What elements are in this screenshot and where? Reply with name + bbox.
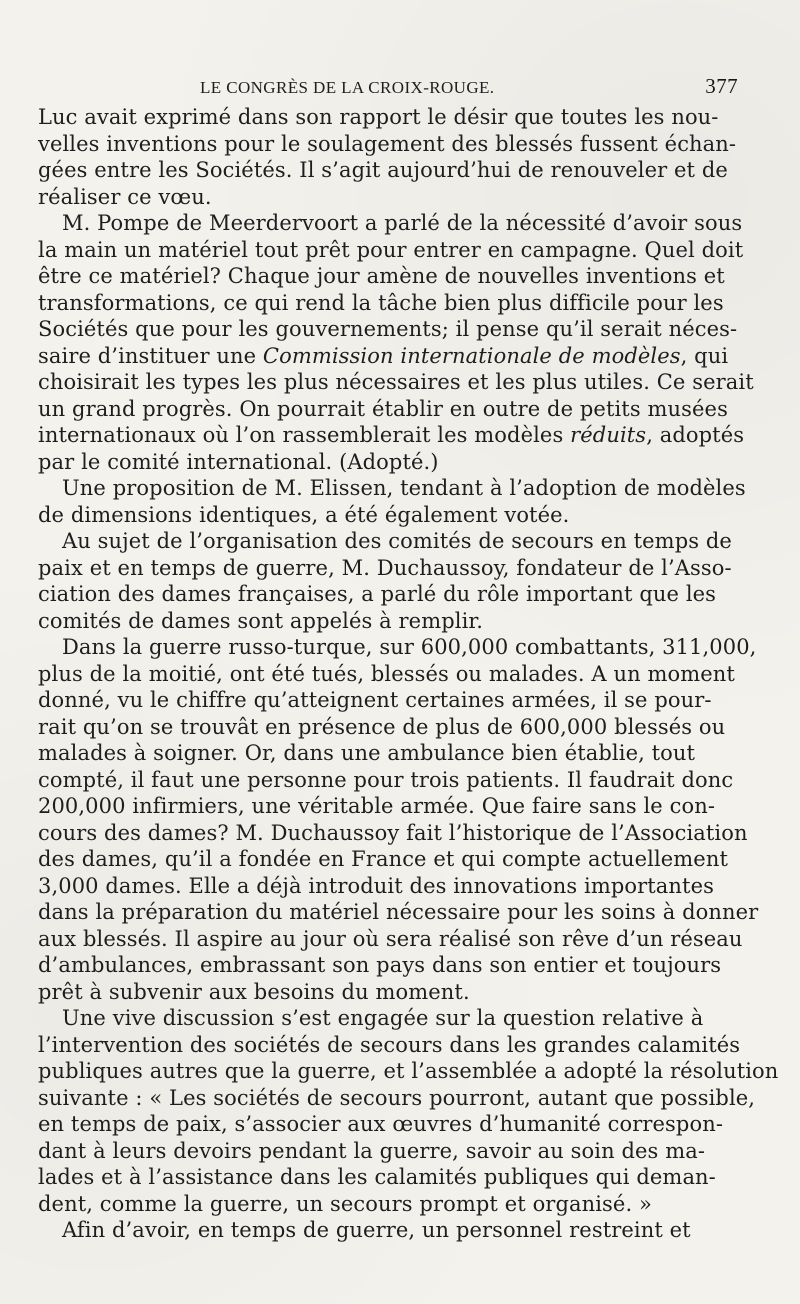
text-line: être ce matériel? Chaque jour amène de nouvelles inventions et xyxy=(38,264,725,288)
text-line: 3,000 dames. Elle a déjà introduit des innovations importantes xyxy=(38,873,714,898)
line-start: saire d’instituer une xyxy=(38,343,263,368)
paragraph-4 xyxy=(38,528,738,634)
text-line: cours des dames? M. Duchaussoy fait l’historique de l’Association xyxy=(38,820,748,845)
italic-phrase: Commission internationale de modèles xyxy=(262,343,681,368)
text-line: un grand progrès. On pourrait établir en outre de petits musées xyxy=(38,396,728,421)
text-line: Une proposition de M. Elissen, tendant à l’adoption de modèles xyxy=(62,476,746,500)
text-line: compté, il faut une personne pour trois patients. Il faudrait donc xyxy=(38,767,734,792)
text-line: Au sujet de l’organisation des comités de secours en temps de xyxy=(62,529,732,553)
paragraph-6 xyxy=(38,1005,779,1217)
text-line: rait qu’on se trouvât en présence de plus de 600,000 blessés ou xyxy=(38,714,726,739)
line-start: internationaux où l’on rassemblerait les modèles xyxy=(38,423,571,447)
text-line: dans la préparation du matériel nécessaire pour les soins à donner xyxy=(38,900,759,924)
line-end: , adoptés xyxy=(646,423,745,447)
text-line: réaliser ce vœu. xyxy=(38,184,212,209)
text-line: par le comité international. (Adopté.) xyxy=(38,449,439,474)
text-line: Une vive discussion s’est engagée sur la question relative à xyxy=(62,1006,704,1030)
text-line: velles inventions pour le soulagement des blessés fussent échan- xyxy=(38,131,737,156)
body-text xyxy=(38,104,779,1244)
text-line: Sociétés que pour les gouvernements; il pense qu’il serait néces- xyxy=(38,317,738,341)
line-end: , qui xyxy=(680,343,729,368)
text-line: la main un matériel tout prêt pour entrer en campagne. Quel doit xyxy=(38,237,744,262)
text-line: d’ambulances, embrassant son pays dans son entier et toujours xyxy=(38,953,722,977)
paragraph-5 xyxy=(38,634,759,1005)
text-line: Afin d’avoir, en temps de guerre, un personnel restreint et xyxy=(62,1218,691,1242)
text-line: lades et à l’assistance dans les calamités publiques qui deman- xyxy=(38,1165,716,1189)
text-line: plus de la moitié, ont été tués, blessés ou malades. A un moment xyxy=(38,661,735,686)
text-line: Dans la guerre russo-turque, sur 600,000 combattants, 311,000, xyxy=(62,635,757,659)
text-line xyxy=(38,422,745,449)
text-line: de dimensions identiques, a été également votée. xyxy=(38,502,570,527)
text-line: suivante : « Les sociétés de secours pourront, autant que possible, xyxy=(38,1085,756,1110)
text-line: malades à soigner. Or, dans une ambulance bien établie, tout xyxy=(38,741,696,765)
text-line xyxy=(38,343,738,370)
italic-word: réduits xyxy=(570,423,647,447)
text-line: l’intervention des sociétés de secours dans les grandes calamités xyxy=(38,1032,741,1057)
text-line: dant à leurs devoirs pendant la guerre, savoir au soin des ma- xyxy=(38,1138,706,1163)
text-line: 200,000 infirmiers, une véritable armée. Que faire sans le con- xyxy=(38,794,716,818)
text-line: transformations, ce qui rend la tâche bien plus difficile pour les xyxy=(38,290,724,315)
text-line: comités de dames sont appelés à remplir. xyxy=(38,608,483,633)
text-line: Luc avait exprimé dans son rapport le désir que toutes les nou- xyxy=(38,105,719,129)
text-line: choisirait les types les plus nécessaires et les plus utiles. Ce serait xyxy=(38,370,754,394)
text-line: paix et en temps de guerre, M. Duchaussoy, fondateur de l’Asso- xyxy=(38,555,732,580)
text-line: des dames, qu’il a fondée en France et qui compte actuellement xyxy=(38,847,729,871)
text-line: en temps de paix, s’associer aux œuvres d’humanité correspon- xyxy=(38,1112,724,1136)
paragraph-1 xyxy=(38,104,738,210)
paragraph-2 xyxy=(38,210,754,475)
text-line: M. Pompe de Meerdervoort a parlé de la nécessité d’avoir sous xyxy=(62,211,743,235)
text-line: aux blessés. Il aspire au jour où sera réalisé son rêve d’un réseau xyxy=(38,926,743,951)
paragraph-3 xyxy=(38,475,746,528)
page-number: 377 xyxy=(705,74,738,98)
running-head xyxy=(38,70,738,104)
text-line: donné, vu le chiffre qu’atteignent certaines armées, il se pour- xyxy=(38,688,712,712)
text-line: publiques autres que la guerre, et l’assemblée a adopté la résolution xyxy=(38,1059,779,1083)
text-line: ciation des dames françaises, a parlé du rôle important que les xyxy=(38,582,717,606)
paragraph-7 xyxy=(38,1217,738,1244)
text-line: gées entre les Sociétés. Il s’agit aujourd’hui de renouveler et de xyxy=(38,158,728,182)
text-line: prêt à subvenir aux besoins du moment. xyxy=(38,979,470,1004)
text-line: dent, comme la guerre, un secours prompt et organisé. » xyxy=(38,1191,652,1216)
running-title: LE CONGRÈS DE LA CROIX-ROUGE. xyxy=(200,78,495,97)
